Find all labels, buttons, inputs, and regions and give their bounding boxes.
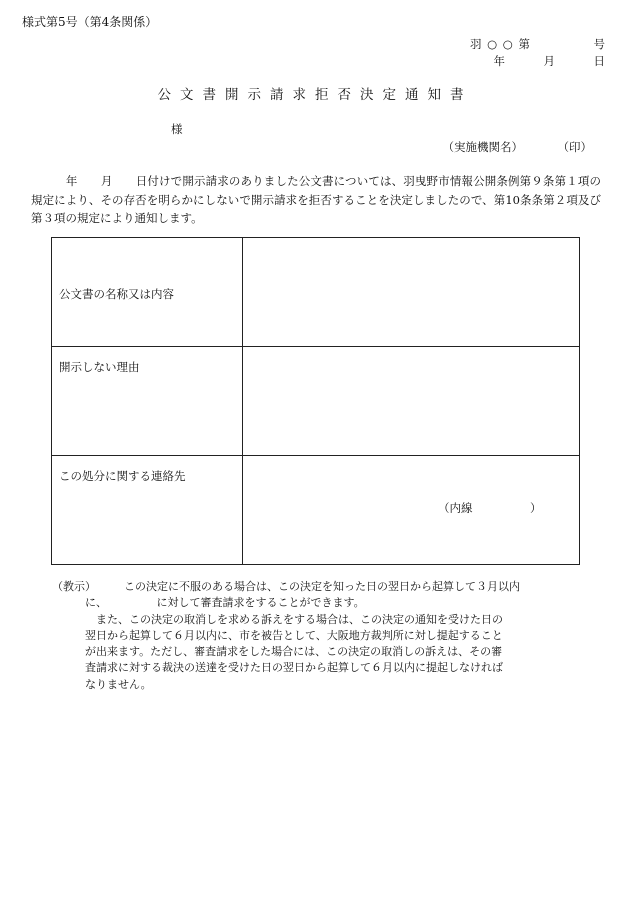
notice-line: 査請求に対する裁決の送達を受けた日の翌日から起算して６月以内に提起しなければ: [85, 661, 503, 675]
notice-line: 翌日から起算して６月以内に、市を被告として、大阪地方裁判所に対し提起すること: [85, 628, 503, 642]
notice-line: なりません。: [85, 677, 152, 691]
date-line: 年 月 日: [493, 54, 606, 68]
extension-label: （内線 ）: [438, 501, 542, 515]
table-row: [52, 238, 580, 347]
notice-section: [52, 579, 608, 693]
addressee: 様: [171, 122, 183, 136]
row-label-cell: [52, 238, 243, 347]
notice-line: に、 に対して審査請求をすることができます。: [85, 596, 365, 610]
reason-label: 開示しない理由: [59, 360, 140, 374]
reference-number: 羽 ○ ○ 第 号: [469, 37, 606, 51]
row-label-cell: [52, 347, 243, 456]
document-title: 公文書開示請求拒否決定通知書: [157, 87, 473, 103]
reason-field[interactable]: [243, 347, 580, 456]
notice-line: が出来ます。ただし、審査請求をした場合には、この決定の取消しの訴えは、その審: [85, 645, 503, 659]
notice-line: この決定に不服のある場合は、この決定を知った日の翌日から起算して３月以内: [113, 580, 520, 593]
notice-heading: （教示）: [52, 580, 96, 593]
form-number: 様式第5号（第4条関係）: [22, 15, 158, 29]
contact-label: この処分に関する連絡先: [59, 469, 186, 483]
row-label-cell: [52, 456, 243, 565]
document-name-field[interactable]: [243, 238, 580, 347]
document-name-label: 公文書の名称又は内容: [59, 287, 174, 301]
notice-line: また、この決定の取消しを求める訴えをする場合は、この決定の通知を受けた日の: [85, 612, 503, 626]
issuer-line: （実施機関名） （印）: [442, 140, 592, 154]
table-row: [52, 347, 580, 456]
body-paragraph: 年 月 日付けで開示請求のありました公文書については、羽曳野市情報公開条例第９条第１項の規定により、その存否を明らかにしないで開示請求を拒否することを決定しましたので、第10条条第２項及び第３項の規定により通知します。: [31, 174, 601, 225]
